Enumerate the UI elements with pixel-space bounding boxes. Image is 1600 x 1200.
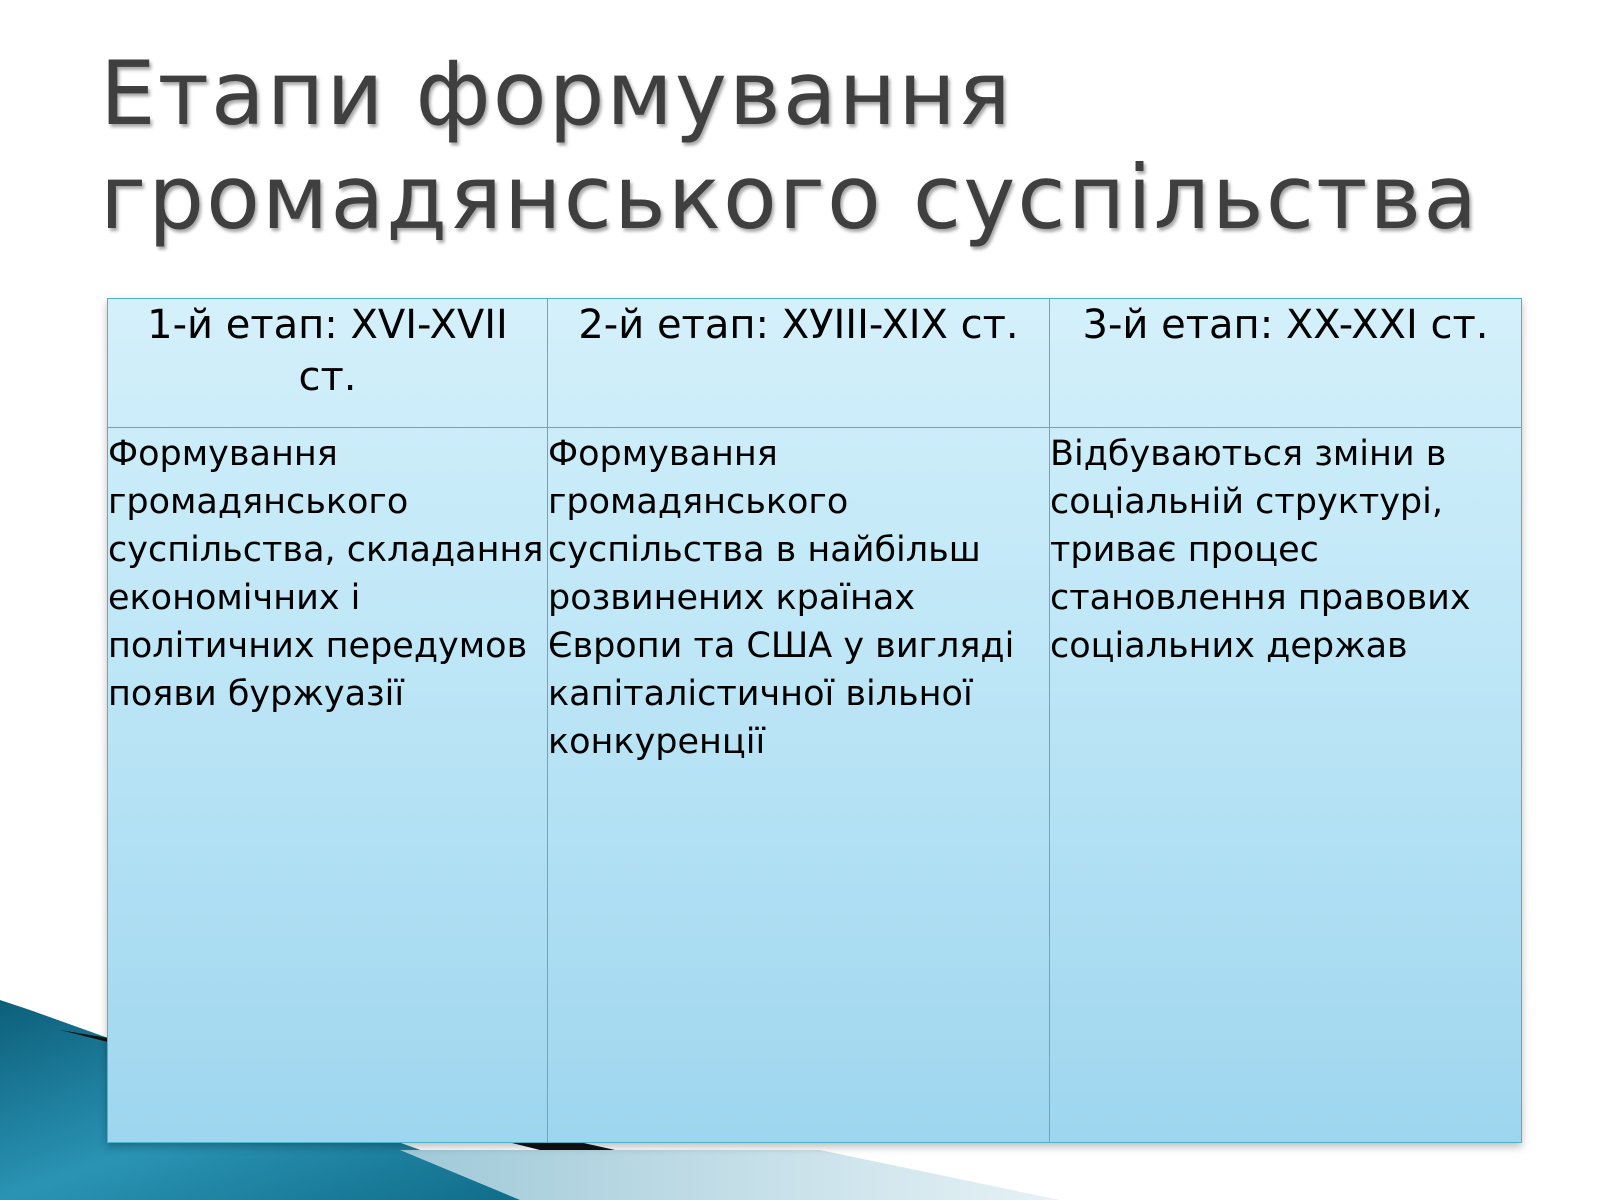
stage-3-header: 3-й етап: XX-XXI ст. xyxy=(1050,299,1522,428)
title-line-1: Етапи формування xyxy=(100,42,1013,145)
stage-2-header: 2-й етап: ХУIII-XIX ст. xyxy=(548,299,1050,428)
stage-1-header: 1-й етап: XVI-XVII ст. xyxy=(108,299,548,428)
content-row xyxy=(108,428,1522,1143)
stage-1-description: Формування громадянського суспільства, складання економічних і політичних передумов появи буржуазії xyxy=(108,428,548,1143)
stages-table xyxy=(107,298,1522,1143)
stage-3-description: Відбуваються зміни в соціальній структурі, триває процес становлення правових соціальних держав xyxy=(1050,428,1522,1143)
header-row xyxy=(108,299,1522,428)
stage-2-description: Формування громадянського суспільства в найбільш розвинених країнах Європи та США у вигляді капіталістичної вільної конкуренції xyxy=(548,428,1050,1143)
title-line-2: громадянського суспільства xyxy=(100,146,1480,249)
slide-title xyxy=(100,42,1520,250)
